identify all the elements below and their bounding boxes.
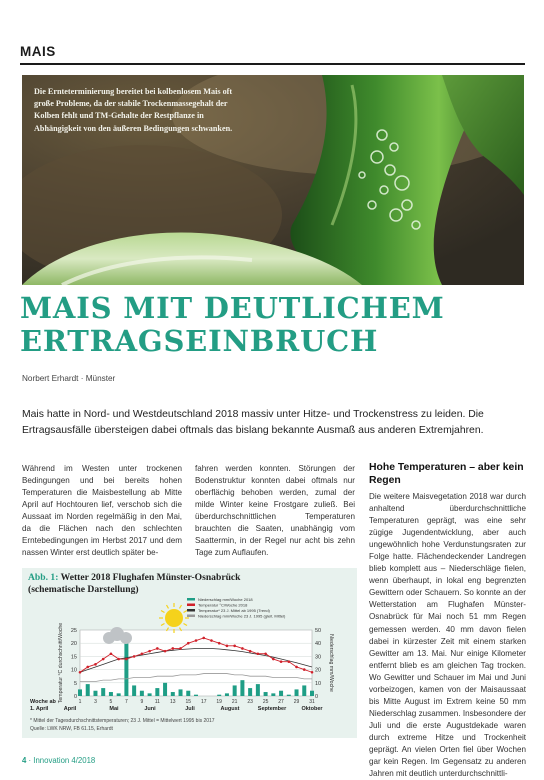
- legend-entry: Niederschlag mm/Woche 23 J. 1995 (gleit. Mittel): [198, 613, 286, 619]
- temp-point: [303, 668, 306, 671]
- x-tick-label: 7: [125, 699, 128, 705]
- temp-point: [86, 666, 89, 669]
- body-column-2: fahren werden konnten. Störungen der Bodenstruktur konnten dabei oftmals nur oberflächig behoben werden, zumal der milde Winter keine Frostgare zuließ. Bei überdurchschnittlichen Temperaturen brauchten die Saaten, unabhängig vom Saattermin, in der Regel nur acht bis zehn Tage zum Auflaufen.: [195, 464, 355, 558]
- precip-bar: [240, 680, 244, 696]
- x-tick-label: 27: [278, 699, 284, 705]
- legend-entry: Temperatur °C/Woche 2018: [198, 602, 248, 608]
- section-label: MAIS: [20, 44, 56, 59]
- figure-source: Quelle: LWK NRW, FB 61.15, Erhardt: [30, 726, 113, 732]
- x-tick-label: 17: [200, 699, 207, 705]
- article-title: [20, 292, 525, 358]
- precip-bar: [171, 692, 175, 696]
- month-label: August: [220, 706, 240, 712]
- y-tick-label: 5: [73, 680, 77, 687]
- temp-point: [280, 660, 283, 663]
- page-footer: [22, 756, 95, 765]
- temp-point: [164, 650, 167, 653]
- precip-bar: [295, 689, 299, 696]
- temp-point: [125, 658, 128, 661]
- temp-point: [94, 663, 97, 666]
- y2-tick-label: 20: [315, 667, 322, 674]
- temp-point: [179, 647, 182, 650]
- y-tick-label: 25: [70, 628, 77, 634]
- y-tick-label: 10: [70, 667, 77, 674]
- precip-bar: [117, 693, 121, 696]
- x-tick-label: 11: [154, 699, 160, 705]
- body-column-3: Die weitere Maisvegetation 2018 war durch anhaltend überdurchschnittliche Temperaturen geprägt, was eine sehr zügige Jugendentwicklung, aber auch ungewöhnlich hohe Verdunstungsraten zur Folge hatte. Flächendeckender Landregen blieb komplett aus – Niederschläge fielen, wenn überhaupt, in lokal eng begrenzten Gewittern oder Schauern. So konnte an der Wetterstation am Flughafen Münster-Osnabrück für Mai noch 51 mm Regen gemessen werden. 40 mm davon fielen dabei in kürzester Zeit mit einem starken Gewitter am 13. Mai. Nur einige Kilometer entfernt blieb es am gleichen Tag trocken. Wo Gewitter und Schauer im Mai und Juni vorbeizogen, kamen von der Maisaussaat bis Mitte August im Extrem keine 50 mm Niederschlag zusammen. Insbesondere der Juli und die erste Augustdekade waren durch extreme Hitze und Trockenheit geprägt. An vielen Orten fiel über Wochen gar kein Regen. Im Gegensatz zu anderen Jahren mit deutlich unterdurchschnittli-: [369, 492, 526, 779]
- month-label: Oktober: [301, 706, 323, 712]
- temp-point: [187, 642, 190, 645]
- precip-bar: [264, 692, 268, 696]
- precip-bar: [248, 688, 252, 696]
- sun-icon: [159, 603, 189, 633]
- temp-point: [272, 658, 275, 661]
- temp-point: [241, 647, 244, 650]
- temp-point: [218, 642, 221, 645]
- month-label: Juli: [185, 706, 195, 712]
- temp-point: [156, 647, 159, 650]
- temp-point: [264, 652, 267, 655]
- precip-bar: [186, 691, 190, 696]
- temp-point: [210, 639, 213, 642]
- precip-bar: [101, 688, 105, 696]
- precip-bar: [140, 691, 144, 696]
- precip-bar: [155, 688, 159, 696]
- temp-point: [172, 647, 175, 650]
- temp-point: [102, 658, 105, 661]
- x-tick-label: 21: [231, 699, 238, 705]
- temp-point: [226, 645, 229, 648]
- section-rule: [20, 63, 525, 65]
- article-lead: Mais hatte in Nord- und Westdeutschland 2018 massiv unter Hitze- und Trockenstress zu leiden. Die Ertragsausfälle übersteigen dabei oftmals das bislang bekannte Ausmaß aus anderen Extremjahren.: [22, 409, 484, 437]
- month-label: 1. April: [30, 706, 49, 712]
- y-axis-label: Temperatur °C durchschnitt/Woche: [58, 622, 64, 704]
- y2-tick-label: 0: [315, 694, 319, 700]
- precip-bar: [225, 693, 229, 696]
- y-tick-label: 20: [70, 641, 77, 648]
- legend-swatch: [187, 604, 195, 607]
- weather-chart: [22, 568, 357, 738]
- figure-label: Abb. 1:: [28, 572, 59, 583]
- x-tick-label: 9: [140, 699, 144, 705]
- article-title-line-1: MAIS MIT DEUTLICHEM: [20, 291, 445, 325]
- temp-point: [311, 671, 314, 674]
- precip-bar: [310, 691, 314, 696]
- temp-point: [141, 652, 144, 655]
- precip-bar: [179, 689, 183, 696]
- y2-tick-label: 50: [315, 628, 322, 634]
- precip-bar: [132, 685, 136, 696]
- precip-bar: [148, 693, 152, 696]
- legend-swatch: [187, 615, 195, 618]
- figure-footnote: * Mittel der Tagesdurchschnittstemperaturen; 23 J. Mittel = Mittelwert 1995 bis 2017: [30, 718, 215, 724]
- x-axis-label: Woche ab: [30, 699, 56, 705]
- x-tick-label: 19: [216, 699, 222, 705]
- temp-point: [295, 666, 298, 669]
- precip-bar: [163, 683, 167, 696]
- y2-tick-label: 30: [315, 654, 322, 661]
- temp-point: [148, 650, 151, 653]
- x-tick-label: 25: [262, 699, 269, 705]
- figure-subtitle: (schematische Darstellung): [28, 583, 139, 595]
- precip-bar: [194, 695, 198, 696]
- temp-point: [117, 658, 120, 661]
- x-tick-label: 3: [94, 699, 97, 705]
- month-label: September: [257, 706, 287, 712]
- precip-bar: [78, 689, 82, 696]
- y2-tick-label: 10: [315, 680, 322, 687]
- issue-label: · Innovation 4/2018: [28, 756, 96, 765]
- x-tick-label: 29: [293, 699, 300, 705]
- figure-title-text: Wetter 2018 Flughafen Münster-Osnabrück: [60, 572, 241, 583]
- photo-caption: Die Ernteterminierung bereitet bei kolbenlosem Mais oft große Probleme, da der stabile Trockenmassegehalt der Kolben fehlt und TM-Gehalte der Restpflanze in Abhängigkeit von den äußeren Bedingungen schwanken.: [34, 87, 233, 133]
- month-label: Juni: [144, 706, 156, 712]
- temp-point: [257, 652, 260, 655]
- precip-bar: [287, 695, 291, 696]
- legend-swatch: [187, 598, 195, 601]
- x-tick-label: 15: [185, 699, 192, 705]
- legend-swatch: [187, 609, 195, 612]
- precip-bar: [124, 643, 128, 696]
- x-tick-label: 31: [309, 699, 315, 705]
- legend-entry: Niederschlag mm/Woche 2018: [198, 597, 253, 602]
- weather-figure: [22, 568, 357, 738]
- precip-bar: [256, 684, 260, 696]
- temp-point: [79, 671, 82, 674]
- x-tick-label: 1: [78, 699, 82, 705]
- body-column-1: Während im Westen unter trockenen Bedingungen und bei bereits hohen Temperaturen die Maisbestellung ab Mitte April auf Hochtouren lief, verschob sich die Aussaat im Norden regelmäßig in den Mai, da die Flächen nach den schlechten Erntebedingungen im Herbst 2017 und dem nassen Winter erst deutlich später be-: [22, 464, 182, 558]
- precip-bar: [271, 693, 275, 696]
- y-tick-label: 15: [70, 654, 77, 661]
- x-tick-label: 23: [247, 699, 253, 705]
- precip-bar: [93, 691, 97, 696]
- precip-bar: [109, 692, 113, 696]
- temp-point: [195, 639, 198, 642]
- temp-point: [202, 637, 205, 640]
- y2-axis-label: Niederschlag mm/Woche: [328, 634, 334, 692]
- x-tick-label: 13: [170, 699, 176, 705]
- section-subheading: Hohe Temperaturen – aber kein Regen: [369, 462, 524, 486]
- article-title-line-2: ERTRAGSEINBRUCH: [20, 324, 379, 358]
- page-number: 4: [22, 756, 27, 765]
- precip-bar: [302, 685, 306, 696]
- month-label: April: [63, 706, 77, 712]
- temp-point: [110, 652, 113, 655]
- article-author: Norbert Erhardt · Münster: [22, 374, 116, 383]
- month-label: Mai: [109, 706, 119, 712]
- y-tick-label: 0: [73, 694, 77, 700]
- precip-bar: [279, 691, 283, 696]
- x-tick-label: 5: [109, 699, 113, 705]
- temp-point: [249, 650, 252, 653]
- temp-point: [133, 655, 136, 658]
- precip-bar: [233, 685, 237, 696]
- temp-point: [288, 660, 291, 663]
- temp-point: [233, 645, 236, 648]
- precip-bar: [86, 684, 90, 696]
- legend-entry: Temperatur* 23 J. Mittel ab 1995 (Trend): [198, 608, 270, 613]
- y2-tick-label: 40: [315, 641, 322, 648]
- precip-bar: [217, 695, 221, 696]
